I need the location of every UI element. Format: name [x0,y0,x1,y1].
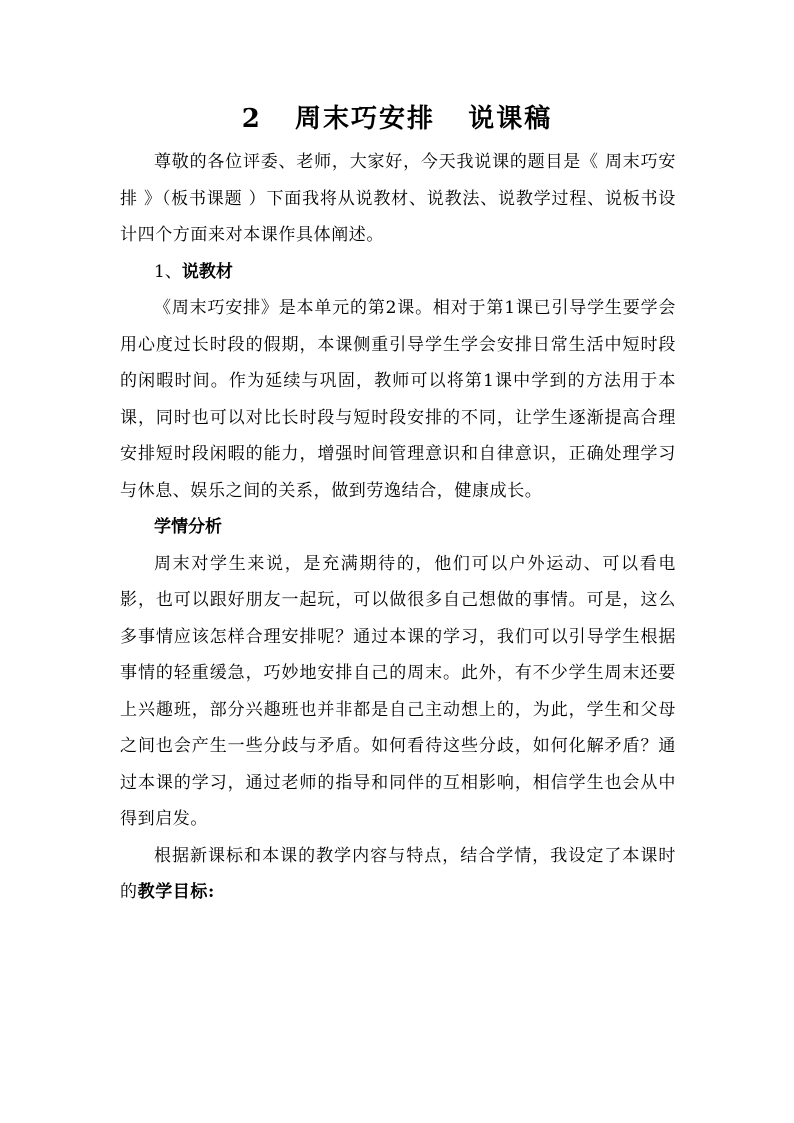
intro-paragraph: 尊敬的各位评委、老师，大家好，今天我说课的题目是《 周末巧安排 》（板书课题 ）下面我将从说教材、说教法、说教学过程、说板书设计四个方面来对本课作具体阐述。 [120,152,676,245]
section-heading-textbook [120,254,676,291]
objectives-paragraph [120,838,676,911]
section-number: 1、 [154,261,182,282]
section-heading-student-analysis: 学情分析 [154,517,222,537]
document-title: 2 周末巧安排 说课稿 [241,104,553,134]
objectives-label: 教学目标: [137,882,215,902]
textbook-paragraph: 《周末巧安排》是本单元的第2课。相对于第1课已引导学生要学会用心度过长时段的假期，本课侧重引导学生学会安排日常生活中短时段的闲暇时间。作为延续与巩固，教师可以将第1课中学到的方法用于本课，同时也可以对比长时段与短时段安排的不同，让学生逐渐提高合理安排短时段闲暇的能力，增强时间管理意识和自律意识，正确处理学习与休息、娱乐之间的关系，做到劳逸结合，健康成长。 [120,298,676,501]
section-title: 说教材 [181,261,233,282]
document-body [120,144,676,911]
student-analysis-paragraph: 周末对学生来说，是充满期待的，他们可以户外运动、可以看电影，也可以跟好朋友一起玩，可以做很多自己想做的事情。可是，这么多事情应该怎样合理安排呢？通过本课的学习，我们可以引导学生根据事情的轻重缓急，巧妙地安排自己的周末。此外，有不少学生周末还要上兴趣班，部分兴趣班也并非都是自己主动想上的，为此，学生和父母之间也会产生一些分歧与矛盾。如何看待这些分歧，如何化解矛盾？通过本课的学习，通过老师的指导和同伴的互相影响，相信学生也会从中得到启发。 [120,553,676,829]
objectives-lead-text: 根据新课标和本课的教学内容与特点，结合学情，我设定了本课时的 [120,845,676,902]
